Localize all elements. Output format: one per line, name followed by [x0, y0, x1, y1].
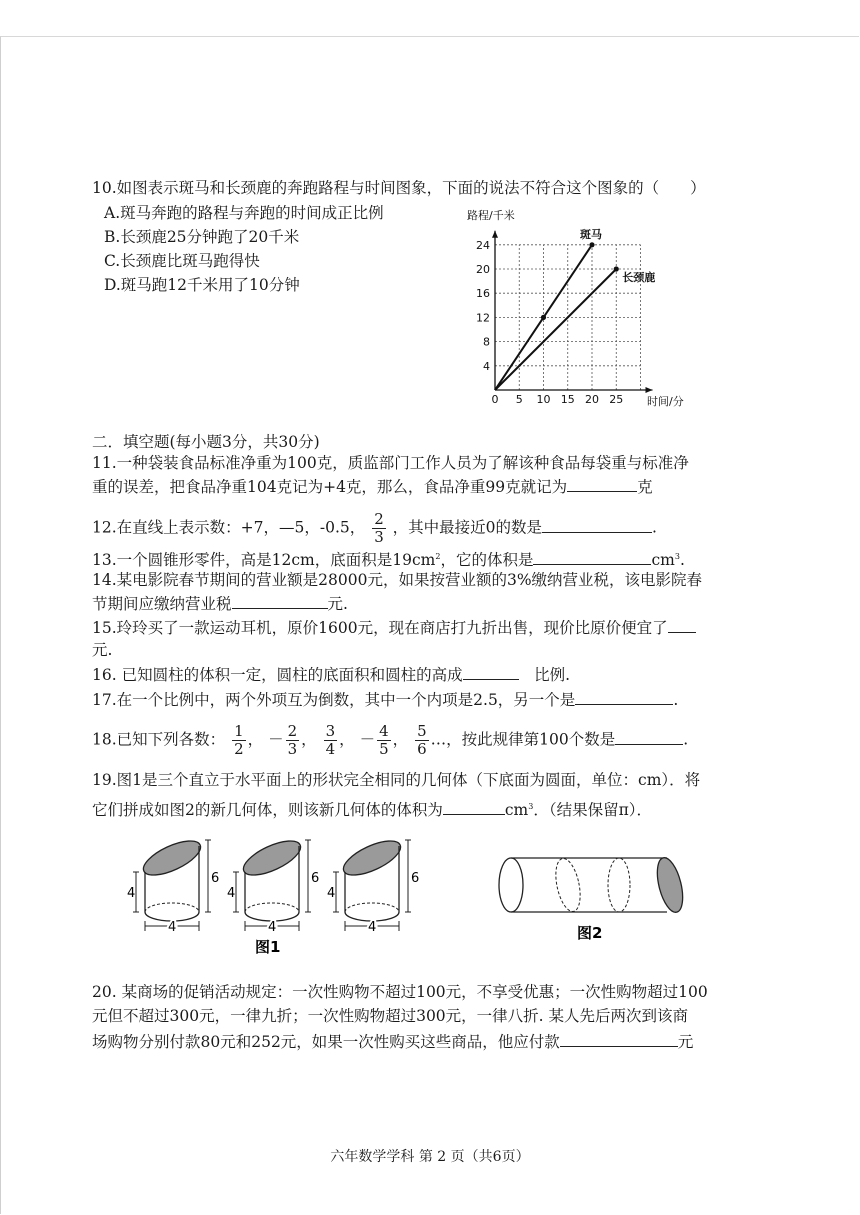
q13-sup1: 2 [435, 552, 441, 561]
q19-answer-blank[interactable] [443, 799, 505, 815]
chart-ylabel: 路程/千米 [467, 209, 515, 222]
q11-line2 [92, 476, 653, 497]
q14-answer-blank[interactable] [232, 593, 328, 609]
q12-text-b: ，其中最接近0的数是 [392, 518, 543, 537]
q16-text-a: 16. 已知圆柱的体积一定，圆柱的底面积和圆柱的高成 [92, 666, 463, 684]
dim-base-2: 4 [268, 920, 277, 935]
q10-stem: 10.如图表示斑马和长颈鹿的奔跑路程与时间图象，下面的说法不符合这个图象的（ ） [92, 179, 706, 197]
chart-xlabel: 时间/分 [647, 395, 684, 408]
q19-text-a: 它们拼成如图2的新几何体，则该新几何体的体积为 [92, 801, 443, 820]
q18-num-4: 4 [379, 722, 389, 740]
section2-title: 二．填空题(每小题3分，共30分) [92, 433, 320, 451]
q18-den-3: 4 [325, 740, 336, 758]
dim-short-3: 4 [327, 886, 336, 901]
q10-option-c: C.长颈鹿比斑马跑得快 [104, 252, 260, 270]
chart-data-point [589, 242, 594, 247]
q20-line2: 元但不超过300元，一律九折；一次性购物超过300元，一律八折. 某人先后两次到该商 [92, 1007, 689, 1025]
chart-x-tick-label: 5 [515, 393, 523, 406]
q18-den-4: 5 [379, 740, 389, 758]
dim-short-1: 4 [127, 886, 136, 901]
q18-sign-4: － [359, 730, 376, 749]
q17-line [92, 689, 678, 710]
q18-fraction-4 [377, 723, 391, 758]
solid-3 [327, 834, 419, 935]
chart-x-tick-label: 10 [536, 393, 551, 406]
fig1-label: 图1 [255, 938, 281, 956]
q18-fraction-3 [324, 723, 338, 758]
q19-line1: 19.图1是三个直立于水平面上的形状完全相同的几何体（下底面为圆面，单位：cm）．将 [92, 771, 701, 789]
chart-ticks [476, 239, 623, 406]
q16-answer-blank[interactable] [463, 664, 519, 680]
q12-frac-num: 2 [374, 510, 384, 528]
q12-line [92, 511, 657, 546]
chart-x-tick-label: 25 [609, 393, 624, 406]
solid-1 [127, 834, 219, 935]
q11-unit: 克 [637, 478, 653, 496]
q20-text: 场购物分别付款80元和252元，如果一次性购买这些商品，他应付款 [92, 1033, 560, 1051]
q18-fraction-5 [415, 723, 429, 758]
chart-y-arrow [492, 231, 498, 238]
q16-text-b: 比例. [534, 666, 571, 684]
q10-option-b: B.长颈鹿25分钟跑了20千米 [104, 228, 300, 246]
chart-data-point [614, 266, 619, 271]
dim-base-3: 4 [368, 920, 377, 935]
chart-y-tick-label: 12 [476, 311, 490, 325]
q11-text: 重的误差，把食品净重104克记为+4克，那么，食品净重99克就记为 [92, 478, 568, 496]
q15-line1 [92, 617, 696, 638]
q14-line1: 14.某电影院春节期间的营业额是28000元，如果按营业额的3%缴纳营业税，该电影院春 [92, 571, 703, 589]
fig2-label: 图2 [577, 924, 603, 942]
q19-unit: cm [504, 801, 529, 820]
q17-text-b: . [673, 691, 679, 709]
q18-text-c: . [683, 730, 689, 749]
q13-text-a: 13.一个圆锥形零件，高是12cm，底面积是19cm [92, 551, 436, 570]
q12-answer-blank[interactable] [542, 517, 652, 533]
q11-answer-blank[interactable] [567, 476, 637, 492]
q14-unit: 元. [327, 595, 348, 613]
q17-text-a: 17.在一个比例中，两个外项互为倒数，其中一个内项是2.5，另一个是 [92, 691, 576, 709]
figure-1 [125, 830, 425, 960]
speed-chart [455, 205, 700, 410]
q12-text-c: . [652, 518, 657, 537]
chart-y-tick-label: 4 [483, 359, 490, 373]
q13-unit: cm [651, 551, 675, 570]
q18-num-1: 1 [234, 722, 244, 740]
dim-tall-1: 6 [211, 871, 220, 886]
q18-den-1: 2 [234, 740, 244, 758]
chart-data-point [541, 315, 546, 320]
q15-answer-blank[interactable] [668, 617, 696, 633]
chart-x-tick-label: 0 [491, 393, 499, 406]
page-footer: 六年数学学科 第 2 页（共6页） [330, 1149, 530, 1165]
q18-fraction-2 [286, 723, 300, 758]
chart-y-tick-label: 24 [476, 238, 490, 252]
q18-fraction-1 [232, 723, 246, 758]
q18-answer-blank[interactable] [615, 729, 683, 745]
q12-frac-den: 3 [374, 528, 384, 546]
chart-y-tick-label: 20 [476, 263, 490, 276]
q13-line [92, 547, 685, 570]
q18-den-5: 6 [417, 740, 427, 758]
q14-text: 节期间应缴纳营业税 [92, 595, 232, 613]
q19-sup: 3 [528, 802, 534, 811]
q20-line1: 20. 某商场的促销活动规定：一次性购物不超过100元，不享受优惠；一次性购物超过100 [92, 983, 708, 1001]
chart-series-label: 长颈鹿 [622, 271, 656, 284]
q19-text-c: ．（结果保留π）． [533, 801, 653, 820]
q20-line3 [92, 1031, 693, 1052]
chart-x-arrow [646, 387, 653, 393]
q19-line2 [92, 797, 652, 820]
dim-short-2: 4 [227, 886, 236, 901]
chart-x-tick-label: 15 [560, 393, 575, 406]
q18-den-2: 3 [287, 740, 298, 758]
chart-y-tick-label: 16 [476, 287, 490, 301]
q10-option-a: A.斑马奔跑的路程与奔跑的时间成正比例 [104, 204, 384, 222]
q12-text-a: 12.在直线上表示数：+7，—5，-0.5， [92, 518, 366, 537]
q12-fraction [372, 511, 386, 546]
chart-x-tick-label: 20 [585, 393, 599, 406]
q13-answer-blank[interactable] [533, 549, 651, 565]
q16-line [92, 664, 570, 685]
solid-2 [227, 834, 319, 935]
q18-text-b: …，按此规律第100个数是 [430, 730, 616, 749]
q18-num-2: 2 [287, 722, 298, 740]
q18-text-a: 18.已知下列各数： [92, 730, 226, 749]
q11-line1: 11.一种袋装食品标准净重为100克，质监部门工作人员为了解该种食品每袋重与标准净 [92, 454, 689, 472]
q13-text-b: ，它的体积是 [440, 551, 534, 570]
q15-text: 15.玲玲买了一款运动耳机，原价1600元，现在商店打九折出售，现价比原价便宜了 [92, 619, 668, 637]
q18-sign-2: － [268, 730, 284, 749]
q20-answer-blank[interactable] [560, 1031, 678, 1047]
q10-option-d: D.斑马跑12千米用了10分钟 [104, 276, 300, 294]
q18-num-5: 5 [417, 722, 427, 740]
q18-line: 18.已知下列各数： $\frac{1}{2}$ ， － $\frac{2}{3}$ ， $\frac{3}{4}$ ， － $\frac{4}{5}$ ， $\frac{5}{6}$ …，按此规律第100个数是 . [92, 722, 689, 758]
q13-end: . [679, 551, 685, 570]
q13-sup2: 3 [674, 552, 680, 561]
chart-series-line [495, 269, 616, 390]
figure-2 [495, 848, 695, 943]
chart-series-label: 斑马 [580, 227, 602, 241]
q20-unit: 元 [677, 1033, 694, 1051]
dim-base-1: 4 [168, 920, 177, 935]
q15-line2: 元. [92, 641, 113, 659]
q18-num-3: 3 [325, 722, 336, 740]
chart-y-tick-label: 8 [483, 335, 490, 349]
q14-line2 [92, 593, 348, 614]
dim-tall-3: 6 [411, 871, 420, 886]
dim-tall-2: 6 [311, 871, 320, 886]
q17-answer-blank[interactable] [575, 689, 673, 705]
